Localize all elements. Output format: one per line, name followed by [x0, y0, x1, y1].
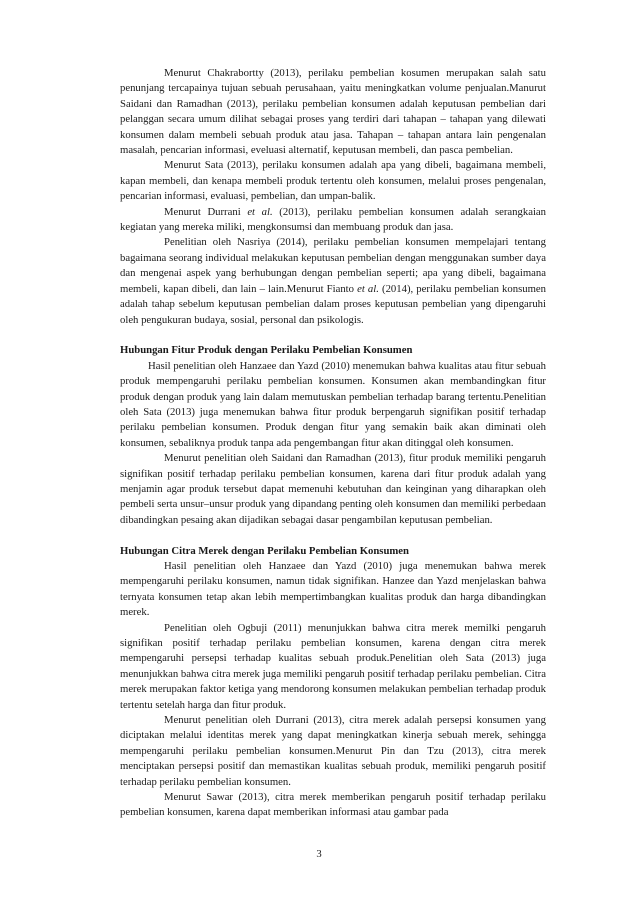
paragraph-durrani	[120, 205, 546, 236]
nasriya-text-before: Penelitian oleh Nasriya (2014), perilaku pembelian konsumen mempelajari tentang bagaimana seorang individual melakukan keputusan pembelian dengan menggunakan sumber daya dan mengenai aspek yang berhubungan dengan pembelian seperti; apa yang dibeli, bagaimana membeli, kapan dibeli, dan lain – lain.Menurut Fianto	[120, 236, 546, 295]
paragraph-durrani-merek: Menurut penelitian oleh Durrani (2013), citra merek adalah persepsi konsumen yang diciptakan melalui identitas merek yang dapat meningkatkan kinerja sebuah merek, sehingga mempengaruhi perilaku pembelian konsumen.Menurut Pin dan Tzu (2013), citra merek menciptakan persepsi positif dan memastikan kualitas sebuah produk, memiliki pengaruh positif terhadap perilaku pembelian konsumen.	[120, 714, 546, 788]
durrani-text-after: (2013), perilaku pembelian konsumen adalah serangkaian kegiatan yang mereka miliki, mengkonsumsi dan membuang produk dan jasa.	[120, 205, 547, 234]
nasriya-text-after: (2014), perilaku pembelian konsumen adalah tahap sebelum keputusan pembelian dalam proses keputusan pembelian yang dipengaruhi oleh pengukuran budaya, sosial, personal dan psikologis.	[120, 282, 546, 326]
paragraph-hanzaee-merek: Hasil penelitian oleh Hanzaee dan Yazd (2010) juga menemukan bahwa merek mempengaruhi perilaku konsumen, namun tidak signifikan. Hanzee dan Yazd menjelaskan bahwa ternyata konsumen tetap akan lebih mempertimbangkan kualitas produk dan harga dibandingkan merek.	[120, 559, 546, 619]
paragraph-sawar: Menurut Sawar (2013), citra merek memberikan pengaruh positif terhadap perilaku pembelian konsumen, karena dapat memberikan informasi atau gambar pada	[120, 791, 546, 819]
paragraph-hanzaee-fitur: Hasil penelitian oleh Hanzaee dan Yazd (2010) menemukan bahwa kualitas atau fitur sebuah produk mempengaruhi perilaku pembelian konsumen. Konsumen akan membandingkan fitur produk dengan produk yang lain dalam memutuskan pembelian terhadap barang tertentu.Penelitian oleh Sata (2013) juga menemukan bahwa fitur produk berpengaruh signifikan positif terhadap perilaku pembelian konsumen. Produk dengan fitur yang semakin baik akan diminati oleh konsumen, sebaliknya produk tanpa ada pengembangan fitur akan ditinggal oleh konsumen.	[120, 359, 546, 449]
paragraph-ogbuji: Penelitian oleh Ogbuji (2011) menunjukkan bahwa citra merek memilki pengaruh signifikan positif terhadap perilaku pembelian konsumen, karena dengan citra merek mempengaruhi persepsi terhadap kualitas sebuah produk.Penelitian oleh Sata (2013) juga menunjukkan bahwa citra merek juga memiliki pengaruh positif terhadap perilaku pembelian. Citra merek merupakan faktor ketiga yang mendorong konsumen melakukan pembelian terhadap produk tertentu setelah harga dan fitur produk.	[120, 621, 546, 711]
nasriya-etal: et al.	[357, 282, 379, 295]
paragraph-chakrabortty: Menurut Chakrabortty (2013), perilaku pembelian kosumen merupakan salah satu penunjang tercapainya tujuan sebuah perusahaan, yaitu meningkatkan volume penjualan.Manurut Saidani dan Ramadhan (2013), perilaku pembelian konsumen adalah keputusan pembelian dari pelanggan secara umum dilihat sebagai proses yang terdiri dari tahapan – tahapan yang dilewati konsumen dalam membeli sebuah produk atau jasa. Tahapan – tahapan antara lain pengenalan masalah, pencarian informasi, eveluasi alternatif, keputusan membeli, dan pasca pembelian.	[120, 67, 546, 157]
paragraph-sata: Menurut Sata (2013), perilaku konsumen adalah apa yang dibeli, bagaimana membeli, kapan membeli, dan kenapa membeli produk tertentu oleh konsumen, melalui proses pengenalan, pencarian informasi, evaluasi, pembelian, dan umpan-balik.	[120, 159, 546, 203]
spacer	[120, 328, 546, 343]
durrani-text-before: Menurut Durrani	[164, 205, 248, 218]
paragraph-nasriya	[120, 235, 546, 327]
page-number: 3	[316, 848, 322, 860]
paragraph-saidani-fitur: Menurut penelitian oleh Saidani dan Ramadhan (2013), fitur produk memiliki pengaruh signifikan positif terhadap perilaku pembelian konsumen, karena dari fitur produk adalah yang menjamin agar produk tersebut dapat memenuhi kebutuhan dan keinginan yang diharapkan oleh pembeli serta unsur–unsur produk yang dipandang penting oleh konsumen dan memiliki perbedaan dibandingkan pesaing akan dijadikan sebagai dasar pengambilan keputusan pembelian.	[120, 452, 546, 526]
durrani-etal: et al.	[247, 205, 273, 218]
section-heading-fitur-produk: Hubungan Fitur Produk dengan Perilaku Pembelian Konsumen	[120, 344, 413, 357]
page-body	[120, 66, 546, 821]
section-heading-citra-merek: Hubungan Citra Merek dengan Perilaku Pembelian Konsumen	[120, 544, 409, 557]
spacer	[120, 528, 546, 543]
